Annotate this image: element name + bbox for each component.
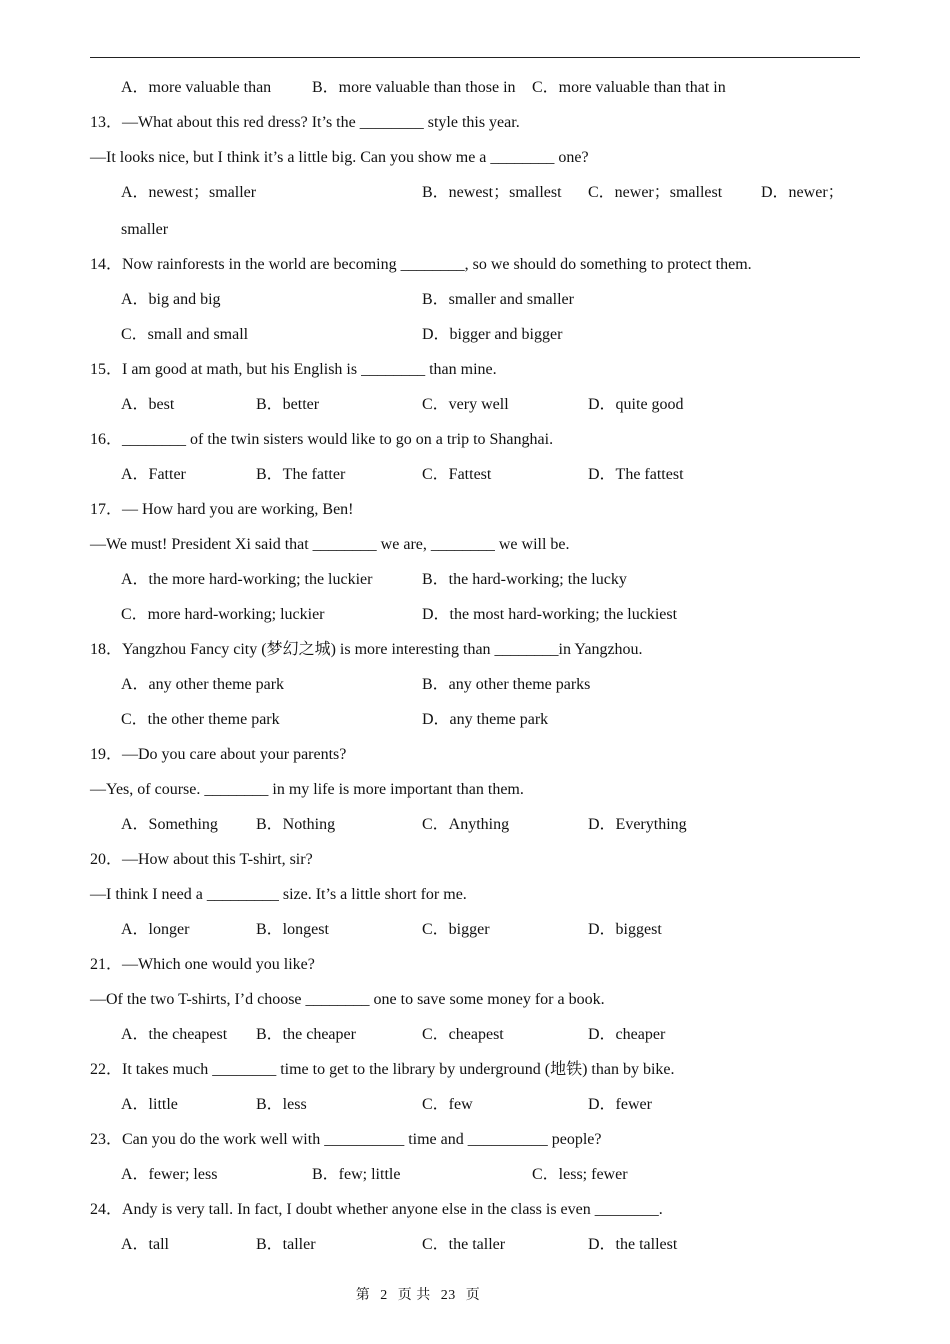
q18-stem: 18．Yangzhou Fancy city (梦幻之城) is more interesting than ________in Yangzhou. (90, 641, 643, 658)
q19-option-b: B．Nothing (256, 816, 336, 833)
q13-line2: —It looks nice, but I think it’s a little big. Can you show me a ________ one? (90, 149, 589, 166)
q12-option-b: B．more valuable than those in (312, 79, 516, 96)
q14-option-b: B．smaller and smaller (422, 291, 574, 308)
q18-option-c: C．the other theme park (121, 711, 280, 728)
q14-stem: 14．Now rainforests in the world are becoming ________, so we should do something to protect them. (90, 256, 752, 273)
q21-option-c: C．cheapest (422, 1026, 504, 1043)
q17-option-c: C．more hard-working; luckier (121, 606, 325, 623)
q20-option-a: A．longer (121, 921, 190, 938)
q13-stem: 13．—What about this red dress? It’s the ________ style this year. (90, 114, 520, 131)
q20-stem: 20．—How about this T-shirt, sir? (90, 851, 313, 868)
q14-option-a: A．big and big (121, 291, 221, 308)
q23-stem: 23．Can you do the work well with __________ time and __________ people? (90, 1131, 602, 1148)
q14-option-d: D．bigger and bigger (422, 326, 563, 343)
q22-stem: 22．It takes much ________ time to get to the library by underground (地铁) than by bike. (90, 1061, 675, 1078)
q20-option-c: C．bigger (422, 921, 490, 938)
q19-option-a: A．Something (121, 816, 218, 833)
q24-option-b: B．taller (256, 1236, 316, 1253)
q24-option-d: D．the tallest (588, 1236, 678, 1253)
q19-option-d: D．Everything (588, 816, 687, 833)
header-rule (90, 57, 860, 58)
q23-option-b: B．few; little (312, 1166, 401, 1183)
footer-mid: 页 共 (397, 1288, 431, 1303)
q23-option-a: A．fewer; less (121, 1166, 218, 1183)
q19-line2: —Yes, of course. ________ in my life is more important than them. (90, 781, 524, 798)
q21-stem: 21．—Which one would you like? (90, 956, 315, 973)
q16-option-d: D．The fattest (588, 466, 684, 483)
q15-option-c: C．very well (422, 396, 509, 413)
q13-option-d: D．newer； (761, 184, 844, 201)
q15-option-d: D．quite good (588, 396, 684, 413)
q18-option-b: B．any other theme parks (422, 676, 591, 693)
q17-option-a: A．the more hard-working; the luckier (121, 571, 373, 588)
q15-stem: 15．I am good at math, but his English is ________ than mine. (90, 361, 497, 378)
q20-option-d: D．biggest (588, 921, 662, 938)
q14-option-c: C．small and small (121, 326, 249, 343)
q23-option-c: C．less; fewer (532, 1166, 628, 1183)
q16-stem: 16．________ of the twin sisters would like to go on a trip to Shanghai. (90, 431, 554, 448)
q19-option-c: C．Anything (422, 816, 510, 833)
q21-option-d: D．cheaper (588, 1026, 666, 1043)
q21-line2: —Of the two T-shirts, I’d choose ________ one to save some money for a book. (90, 991, 605, 1008)
q22-option-b: B．less (256, 1096, 307, 1113)
page-footer (0, 1284, 836, 1304)
q21-option-a: A．the cheapest (121, 1026, 228, 1043)
q18-option-a: A．any other theme park (121, 676, 285, 693)
footer-suffix: 页 (465, 1288, 481, 1303)
q13-option-c: C．newer；smallest (588, 184, 723, 201)
q22-option-c: C．few (422, 1096, 473, 1113)
q13-option-a: A．newest；smaller (121, 184, 257, 201)
q17-line2: —We must! President Xi said that ________ we are, ________ we will be. (90, 536, 570, 553)
q17-option-d: D．the most hard-working; the luckiest (422, 606, 678, 623)
footer-total-pages: 23 (440, 1288, 456, 1303)
q21-option-b: B．the cheaper (256, 1026, 356, 1043)
q15-option-b: B．better (256, 396, 320, 413)
q22-option-d: D．fewer (588, 1096, 652, 1113)
q18-option-d: D．any theme park (422, 711, 549, 728)
q24-option-c: C．the taller (422, 1236, 506, 1253)
q20-option-b: B．longest (256, 921, 329, 938)
q17-stem: 17．— How hard you are working, Ben! (90, 501, 354, 518)
q20-line2: —I think I need a _________ size. It’s a little short for me. (90, 886, 467, 903)
q12-option-a: A．more valuable than (121, 79, 272, 96)
q17-option-b: B．the hard-working; the lucky (422, 571, 627, 588)
q16-option-b: B．The fatter (256, 466, 346, 483)
q22-option-a: A．little (121, 1096, 178, 1113)
q13-option-b: B．newest；smallest (422, 184, 562, 201)
q16-option-c: C．Fattest (422, 466, 492, 483)
q16-option-a: A．Fatter (121, 466, 186, 483)
footer-prefix: 第 (355, 1288, 371, 1303)
q19-stem: 19．—Do you care about your parents? (90, 746, 347, 763)
footer-page-number: 2 (380, 1288, 388, 1303)
q24-stem: 24．Andy is very tall. In fact, I doubt whether anyone else in the class is even ________. (90, 1201, 663, 1218)
q15-option-a: A．best (121, 396, 175, 413)
q12-option-c: C．more valuable than that in (532, 79, 726, 96)
q13-option-d-cont: smaller (121, 221, 169, 238)
q24-option-a: A．tall (121, 1236, 169, 1253)
